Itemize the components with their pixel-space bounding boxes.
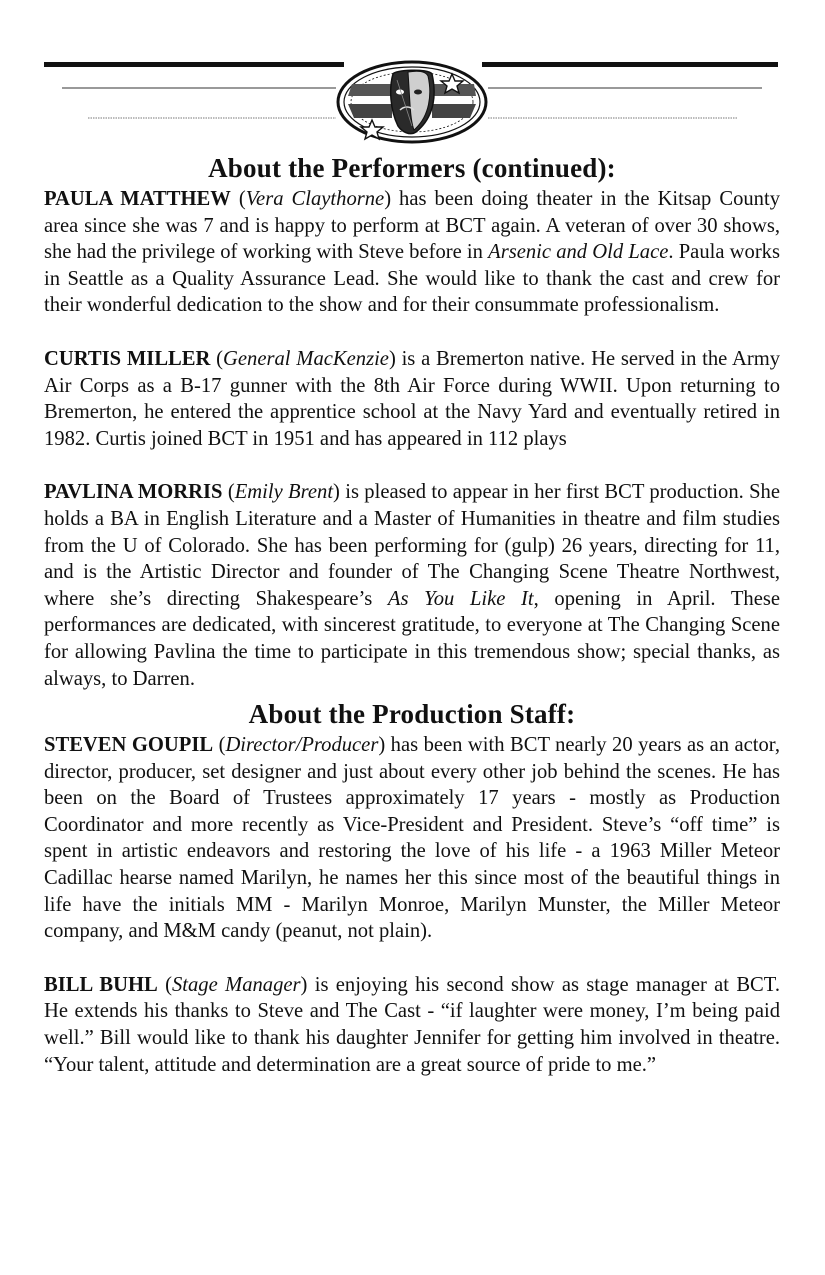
bio-pavlina-morris (44, 479, 780, 692)
paren-close: ) (333, 481, 340, 504)
bio-curtis-miller (44, 346, 780, 452)
paren-open: ( (157, 973, 172, 996)
paren-open: ( (230, 188, 246, 210)
performer-name: CURTIS MILLER (44, 347, 211, 370)
bio-text: . Paula works in Seattle as a Quality Assurance Lead. She would like to thank the cast and crew for their wonderful dedication to the show and for their consummate professionalism. (44, 241, 780, 317)
paren-open: ( (222, 481, 235, 504)
role-name: Vera Claythorne (245, 188, 385, 210)
show-title: Arsenic and Old Lace (488, 241, 669, 264)
performer-name: PAULA MATTHEW (44, 188, 231, 210)
performers-heading: About the Performers (continued): (208, 153, 616, 183)
role-name: Emily Brent (234, 481, 334, 504)
role-name: Director/Producer (225, 734, 379, 757)
role-name: General MacKenzie (223, 347, 389, 370)
bio-text: is pleased to appear in her first BCT production. She holds a BA in English Literature and a Master of Humanities in theatre and film studies from the U of Colorado. She has been performing for (gulp) 26 years, directing for 11, and is the Artistic Director and founder of The Changing Scene Theatre Northwest, where she’s directing Shakespeare’s (44, 481, 780, 610)
role-name: Stage Manager (171, 973, 301, 996)
staff-name: BILL BUHL (44, 973, 158, 996)
bio-text: is enjoying his second show as stage manager at BCT. He extends his thanks to Steve and The Cast - “if laughter were money, I’m being paid well.” Bill would like to thank his daughter Jennifer for getting him involved in theatre. “Your talent, attitude and determination are a great source of pride to me.” (44, 973, 780, 1076)
bio-text: has been with BCT nearly 20 years as an actor, director, producer, set designer and just about every other job behind the scenes. He has been on the Board of Trustees approximately 17 years - mostly as Production Coordinator and more recently as Vice-President and President. Steve’s “off time” is spent in artistic endeavors and restoring the love of his life - a 1963 Miller Meteor Cadillac hearse named Marilyn, he names her this since most of the beautiful things in life have the initials MM - Marilyn Monroe, Marilyn Munster, the Miller Meteor company, and M&M candy (peanut, not plain). (44, 734, 780, 943)
page-header (0, 40, 825, 160)
header-rule (0, 40, 825, 160)
performer-name: PAVLINA MORRIS (44, 481, 223, 504)
show-title: As You Like It (387, 587, 534, 610)
bio-text: , opening in April. These performances are dedicated, with sincerest gratitude, to everyone at The Changing Scene for allowing Pavlina the time to participate in this tremendous show; special thanks, as always, to Darren. (44, 587, 781, 690)
staff-name: STEVEN GOUPIL (44, 734, 214, 757)
paren-open: ( (213, 734, 226, 757)
staff-heading: About the Production Staff: (248, 699, 576, 730)
bio-text: has been doing theater in the Kitsap County area since she was 7 and is happy to perform at BCT again. A veteran of over 30 shows, she had the privilege of working with Steve before in (44, 188, 780, 264)
page-content (44, 150, 780, 1078)
paren-close: ) (384, 188, 392, 210)
bio-bill-buhl (44, 972, 780, 1078)
theater-masks-emblem-icon (338, 62, 486, 142)
paren-open: ( (210, 347, 224, 370)
paren-close: ) (378, 734, 386, 757)
paren-close: ) (388, 347, 396, 370)
bio-text: is a Bremerton native. He served in the Army Air Corps as a B-17 gunner with the 8th Air Force during WWII. Upon returning to Bremerton, he entered the apprentice school at the Navy Yard and eventually retired in 1982. Curtis joined BCT in 1951 and has appeared in 112 plays (44, 347, 781, 450)
bio-steven-goupil (44, 732, 780, 945)
paren-close: ) (300, 973, 308, 996)
bio-paula-matthew (44, 186, 780, 319)
